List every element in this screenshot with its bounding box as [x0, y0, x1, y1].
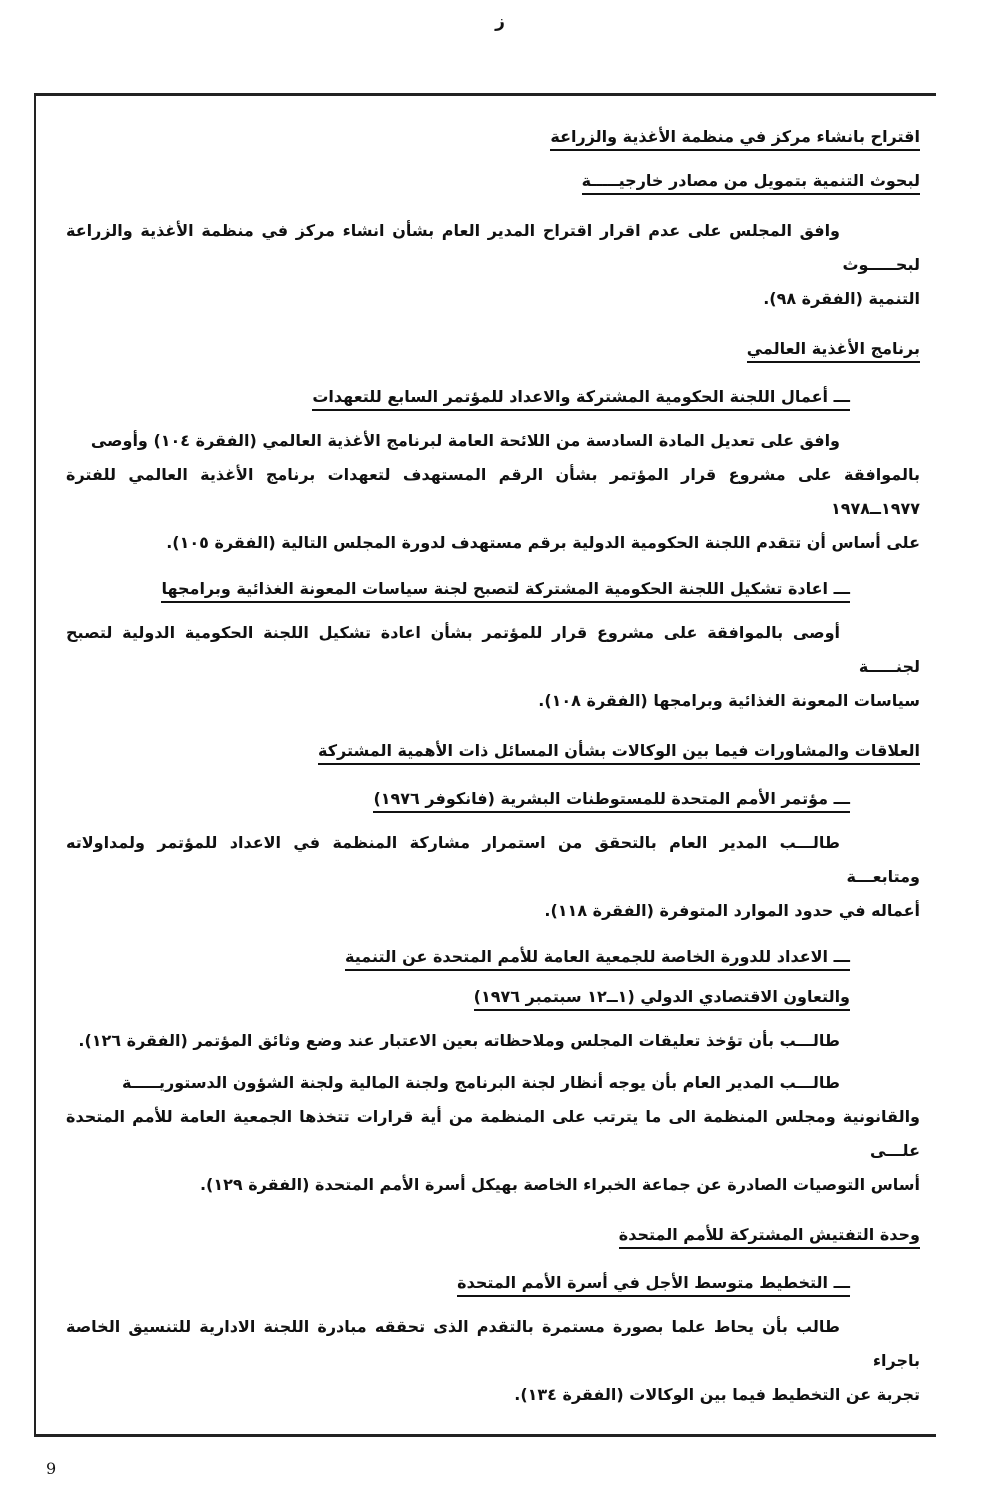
paragraph-line: التنمية (الفقرة ٩٨).: [763, 289, 920, 308]
subsection-heading: ـــ التخطيط متوسط الأجل في أسرة الأمم المتحدة: [457, 1273, 850, 1297]
section-heading: برنامج الأغذية العالمي: [747, 339, 920, 363]
subsection-heading: ـــ أعمال اللجنة الحكومية المشتركة والاعداد للمؤتمر السابع للتعهدات: [312, 387, 850, 411]
paragraph-line: تجربة عن التخطيط فيما بين الوكالات (الفقرة ١٣٤).: [514, 1385, 920, 1404]
paragraph-line: والقانونية ومجلس المنظمة الى ما يترتب على المنظمة من أية قرارات تتخذها الجمعية العامة للأمم المتحدة علـــى: [66, 1107, 920, 1160]
section-heading: لبحوث التنمية بتمويل من مصادر خارجيـــــة: [582, 171, 920, 195]
subsection-heading: ـــ مؤتمر الأمم المتحدة للمستوطنات البشرية (فانكوفر ١٩٧٦): [373, 789, 850, 813]
subsection-heading: والتعاون الاقتصادي الدولي (١ــ١٢ سبتمبر ١٩٧٦): [474, 987, 850, 1011]
paragraph-line: أعماله في حدود الموارد المتوفرة (الفقرة ١١٨).: [544, 901, 920, 920]
paragraph-line: طالـــب المدير العام بالتحقق من استمرار مشاركة المنظمة في الاعداد للمؤتمر ولمداولاته ومتابعـــة: [66, 833, 920, 886]
subsection-heading-block: [66, 1264, 850, 1302]
section-heading-block: [66, 732, 920, 770]
subsection-heading-block: [66, 570, 850, 608]
subsection-heading: ـــ الاعداد للدورة الخاصة للجمعية العامة للأمم المتحدة عن التنمية: [345, 947, 850, 971]
section-heading: اقتراح بانشاء مركز في منظمة الأغذية والزراعة: [550, 127, 920, 151]
subsection-heading: ـــ اعادة تشكيل اللجنة الحكومية المشتركة لتصبح لجنة سياسات المعونة الغذائية وبرامجها: [161, 579, 850, 603]
paragraph-line: بالموافقة على مشروع قرار المؤتمر بشأن الرقم المستهدف لتعهدات برنامج الأغذية العالمي للفترة ١٩٧٧ــ١٩٧٨: [66, 465, 920, 518]
section-heading: وحدة التفتيش المشتركة للأمم المتحدة: [619, 1225, 920, 1249]
subsection-heading-block: [66, 378, 850, 416]
paragraph-line: سياسات المعونة الغذائية وبرامجها (الفقرة ١٠٨).: [538, 691, 920, 710]
paragraph-line: وافق على تعديل المادة السادسة من اللائحة العامة لبرنامج الأغذية العالمي (الفقرة ١٠٤) وأوصى: [90, 431, 840, 450]
section-heading-block: [66, 1216, 920, 1254]
page-number: 9: [46, 1459, 57, 1478]
section-heading-block: [66, 118, 920, 156]
paragraph-line: طالب بأن يحاط علما بصورة مستمرة بالتقدم الذى تحققه مبادرة اللجنة الادارية للتنسيق الخاصة باجراء: [66, 1317, 920, 1370]
section-heading-block: [66, 162, 920, 200]
paragraph-line: وافق المجلس على عدم اقرار اقتراح المدير العام بشأن انشاء مركز في منظمة الأغذية والزراعة لبحـــــوث: [66, 221, 920, 274]
page-letter: ز: [495, 12, 505, 32]
paragraph-line: أوصى بالموافقة على مشروع قرار للمؤتمر بشأن اعادة تشكيل اللجنة الحكومية الدولية لتصبح لجنـــــة: [66, 623, 920, 676]
paragraph-line: أساس التوصيات الصادرة عن جماعة الخبراء الخاصة بهيكل أسرة الأمم المتحدة (الفقرة ١٢٩).: [199, 1175, 920, 1194]
section-heading-block: [66, 330, 920, 368]
paragraph-line: طالـــب المدير العام بأن يوجه أنظار لجنة البرنامج ولجنة المالية ولجنة الشؤون الدستوريـــــة: [121, 1073, 840, 1092]
paragraph-line: على أساس أن تتقدم اللجنة الحكومية الدولية برقم مستهدف لدورة المجلس التالية (الفقرة ١٠٥).: [166, 533, 920, 552]
section-heading: العلاقات والمشاورات فيما بين الوكالات بشأن المسائل ذات الأهمية المشتركة: [318, 741, 920, 765]
document-frame: [34, 93, 936, 1437]
subsection-heading-block: [66, 780, 850, 818]
subsection-heading-block: [66, 938, 850, 976]
subsection-heading-block: [66, 978, 850, 1016]
paragraph-line: طالـــب بأن تؤخذ تعليقات المجلس وملاحظاته بعين الاعتبار عند وضع وثائق المؤتمر (الفقرة ١٢٦).: [78, 1031, 840, 1050]
